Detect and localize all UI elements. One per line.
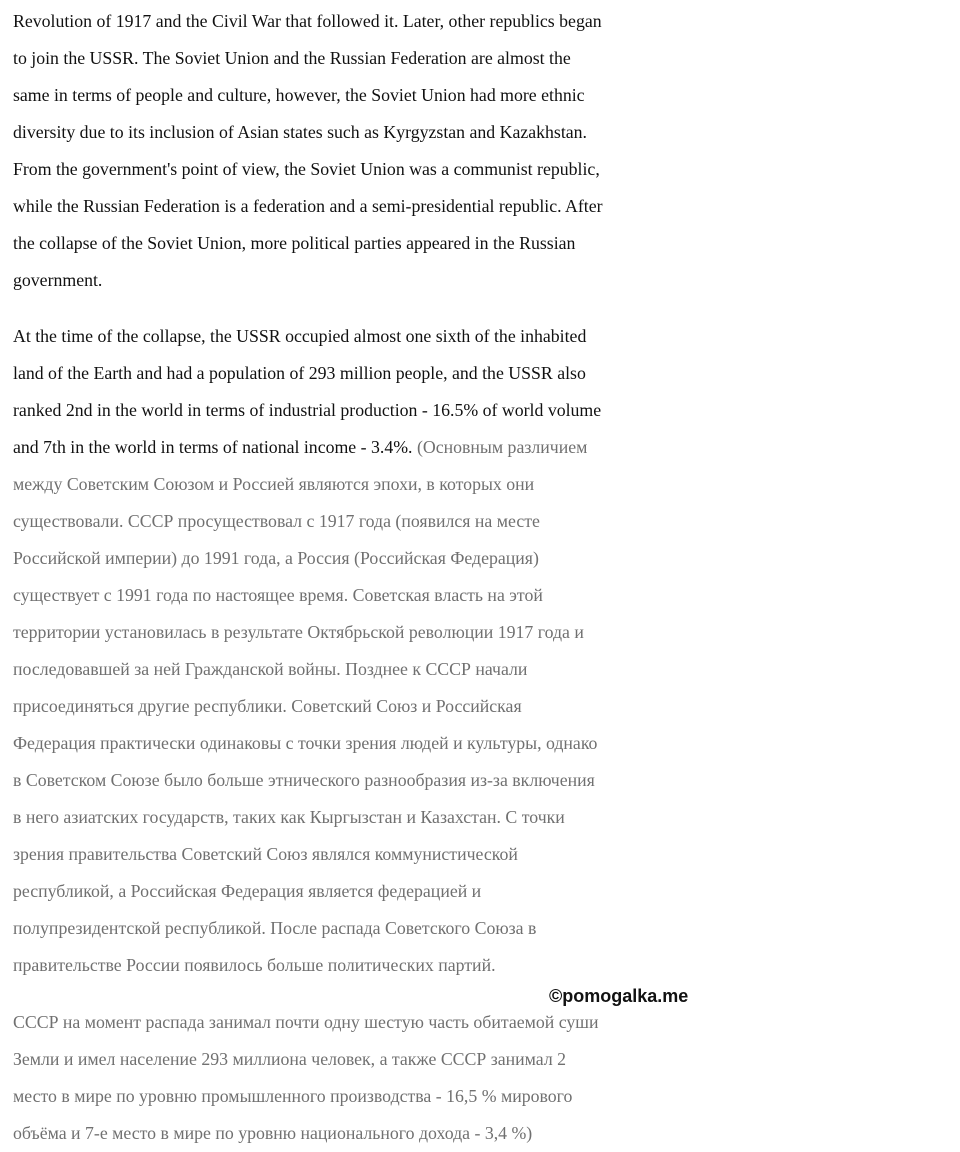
text-line: the collapse of the Soviet Union, more political parties appeared in the Russian (13, 233, 576, 253)
text-line: land of the Earth and had a population of 293 million people, and the USSR also (13, 363, 586, 383)
text-line: существует с 1991 года по настоящее время. Советская власть на этой (13, 585, 543, 605)
text-line: полупрезидентской республикой. После распада Советского Союза в (13, 918, 537, 938)
paragraph-russian-3 (13, 1004, 949, 1152)
text-line: последовавшей за ней Гражданской войны. Позднее к СССР начали (13, 659, 528, 679)
text-line: ranked 2nd in the world in terms of industrial production - 16.5% of world volume (13, 400, 602, 420)
text-line: в него азиатских государств, таких как Кыргызстан и Казахстан. С точки (13, 807, 565, 827)
watermark-text: ©pomogalka.me (549, 986, 689, 1006)
text-line: территории установилась в результате Октябрьской революции 1917 года и (13, 622, 584, 642)
text-line: республикой, а Российская Федерация является федерацией и (13, 881, 482, 901)
text-line: присоединяться другие республики. Советский Союз и Российская (13, 696, 522, 716)
text-line: From the government's point of view, the Soviet Union was a communist republic, (13, 159, 600, 179)
text-line: зрения правительства Советский Союз являлся коммунистической (13, 844, 518, 864)
russian-fragment: (Основным различием (412, 437, 588, 457)
text-line: diversity due to its inclusion of Asian states such as Kyrgyzstan and Kazakhstan. (13, 122, 588, 142)
text-line: At the time of the collapse, the USSR occupied almost one sixth of the inhabited (13, 326, 587, 346)
text-line: Федерация практически одинаковы с точки зрения людей и культуры, однако (13, 733, 598, 753)
text-line: между Советским Союзом и Россией являются эпохи, в которых они (13, 474, 535, 494)
text-line: в Советском Союзе было больше этнического разнообразия из-за включения (13, 770, 595, 790)
text-line: правительстве России появилось больше политических партий. (13, 955, 496, 975)
paragraph-english-1 (13, 3, 949, 299)
paragraph-bilingual-2 (13, 318, 949, 984)
text-line: существовали. СССР просуществовал с 1917 года (появился на месте (13, 511, 540, 531)
text-line: объёма и 7-е место в мире по уровню национального дохода - 3,4 %) (13, 1123, 533, 1143)
english-fragment: and 7th in the world in terms of national income - 3.4%. (13, 437, 413, 457)
text-line: Земли и имел население 293 миллиона человек, а также СССР занимал 2 (13, 1049, 567, 1069)
text-line: место в мире по уровню промышленного производства - 16,5 % мирового (13, 1086, 573, 1106)
text-line: while the Russian Federation is a federation and a semi-presidential republic. After (13, 196, 603, 216)
text-line: government. (13, 270, 103, 290)
mixed-text-line (13, 429, 949, 466)
text-line: same in terms of people and culture, however, the Soviet Union had more ethnic (13, 85, 585, 105)
text-line: СССР на момент распада занимал почти одну шестую часть обитаемой суши (13, 1012, 599, 1032)
text-line: to join the USSR. The Soviet Union and the Russian Federation are almost the (13, 48, 571, 68)
text-line: Revolution of 1917 and the Civil War that followed it. Later, other republics began (13, 11, 602, 31)
text-line: Российской империи) до 1991 года, а Россия (Российская Федерация) (13, 548, 539, 568)
